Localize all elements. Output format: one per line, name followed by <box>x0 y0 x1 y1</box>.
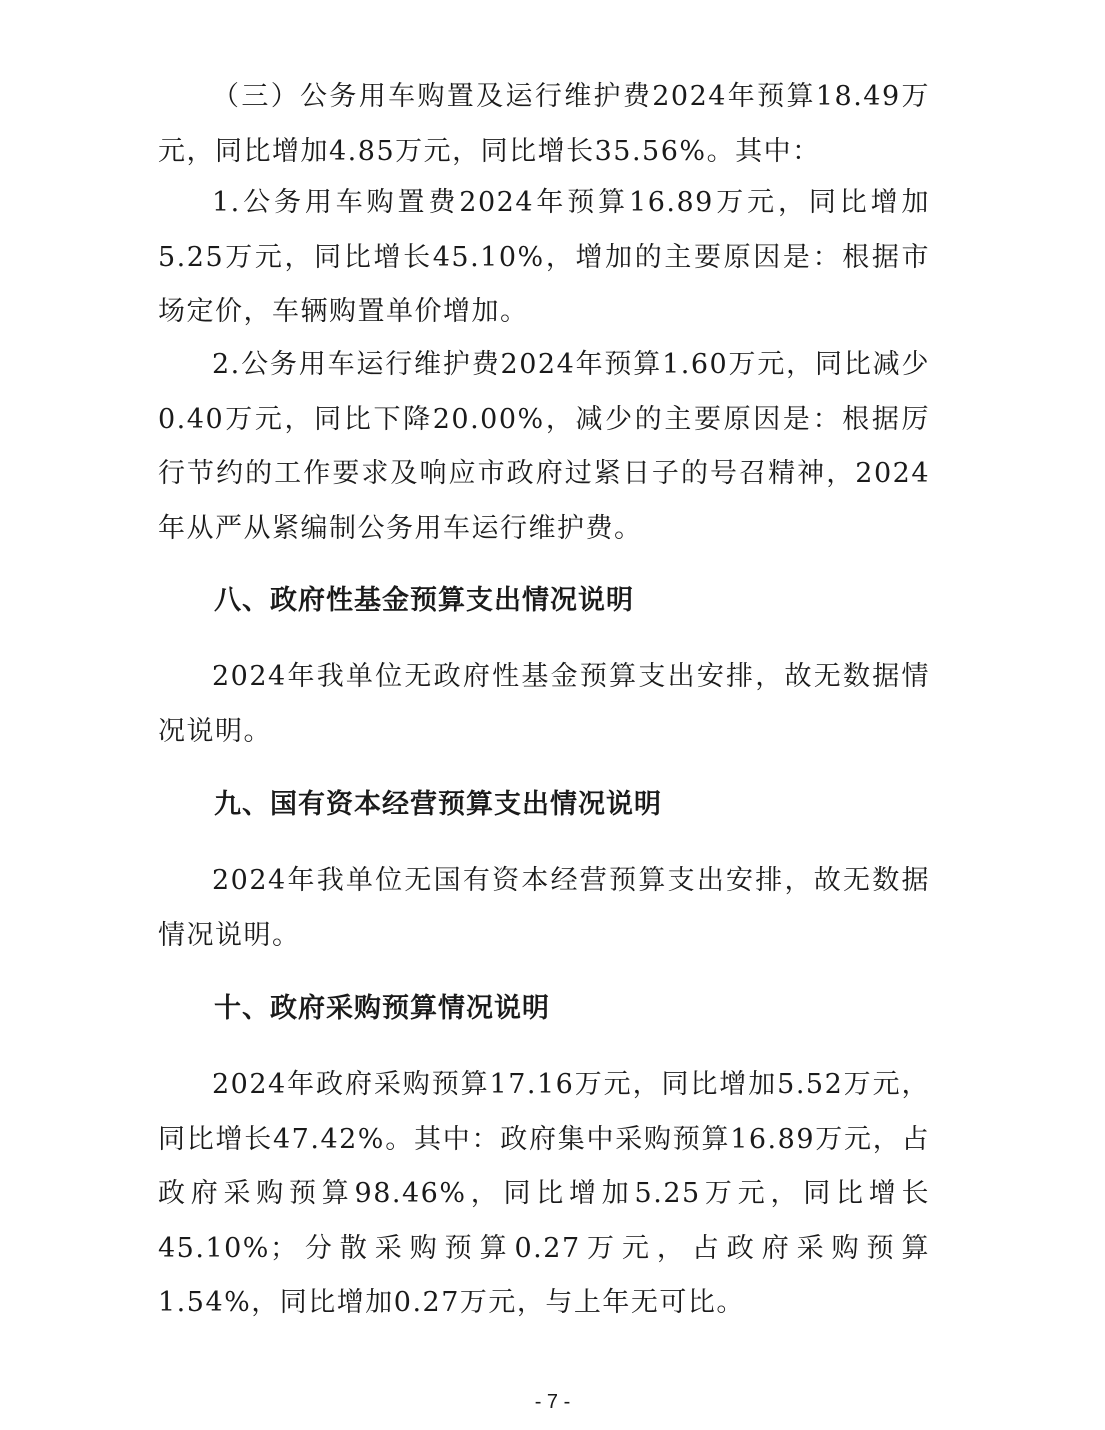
section-heading-government-fund: 八、政府性基金预算支出情况说明 <box>214 585 634 616</box>
page-number: - 7 - <box>534 1391 571 1413</box>
vehicle-purchase-paragraph: 1.公务用车购置费2024年预算16.89万元，同比增加5.25万元，同比增长45.10%，增加的主要原因是：根据市场定价，车辆购置单价增加。 <box>158 187 930 327</box>
section-heading-state-capital: 九、国有资本经营预算支出情况说明 <box>214 789 662 820</box>
vehicle-maintenance-paragraph: 2.公务用车运行维护费2024年预算1.60万元，同比减少0.40万元，同比下降20.00%，减少的主要原因是：根据厉行节约的工作要求及响应市政府过紧日子的号召精神，2024年从严从紧编制公务用车运行维护费。 <box>158 349 930 544</box>
government-fund-paragraph: 2024年我单位无政府性基金预算支出安排，故无数据情况说明。 <box>158 661 930 747</box>
state-capital-paragraph: 2024年我单位无国有资本经营预算支出安排，故无数据情况说明。 <box>158 865 930 951</box>
section-heading-procurement: 十、政府采购预算情况说明 <box>214 993 550 1024</box>
procurement-paragraph: 2024年政府采购预算17.16万元，同比增加5.52万元，同比增长47.42%。其中：政府集中采购预算16.89万元，占政府采购预算98.46%，同比增加5.25万元，同比增长45.10%；分散采购预算0.27万元，占政府采购预算1.54%，同比增加0.27万元，与上年无可比。 <box>158 1069 930 1318</box>
vehicle-cost-intro-paragraph: （三）公务用车购置及运行维护费2024年预算18.49万元，同比增加4.85万元，同比增长35.56%。其中： <box>158 81 930 167</box>
